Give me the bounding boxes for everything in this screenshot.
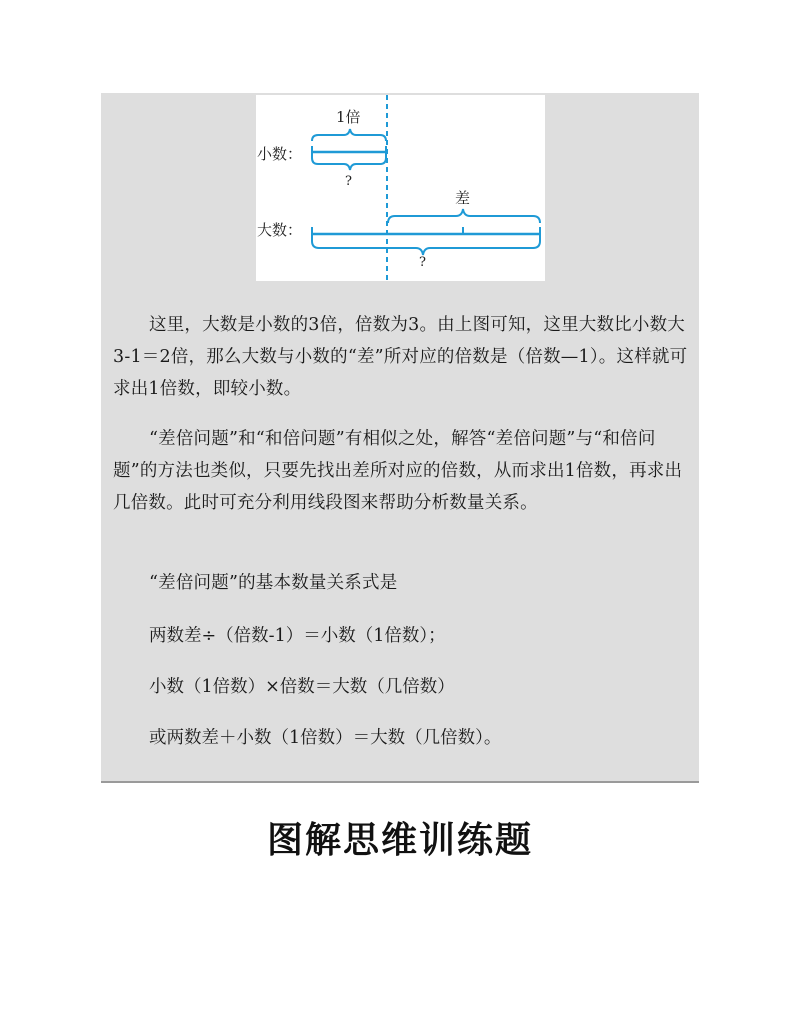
label-question-small: ? (345, 174, 352, 189)
brace-small-total (312, 158, 386, 170)
label-large: 大数： (257, 221, 303, 239)
paragraph-2: “差倍问题”和“和倍问题”有相似之处，解答“差倍问题”与“和倍问题”的方法也类似，只要先找出差所对应的倍数，从而求出1倍数，再求出几倍数。此时可充分利用线段图来帮助分析数量关系。 (113, 429, 683, 513)
line-segment-diagram (256, 95, 545, 281)
brace-one-times (312, 129, 386, 141)
explanation-panel (101, 93, 699, 783)
diagram-svg (256, 95, 545, 281)
brace-difference (388, 209, 540, 223)
paragraph-3: “差倍问题”的基本数量关系式是 (149, 573, 398, 593)
formula-1: 两数差÷（倍数-1）＝小数（1倍数）； (149, 626, 446, 646)
label-small: 小数： (257, 145, 303, 163)
formula-3: 或两数差＋小数（1倍数）＝大数（几倍数）。 (149, 728, 502, 748)
brace-large-total (312, 241, 540, 255)
label-one-times: 1倍 (336, 108, 361, 126)
label-question-large: ? (419, 255, 426, 270)
paragraph-1: 这里，大数是小数的3倍，倍数为3。由上图可知，这里大数比小数大3-1＝2倍，那么大数与小数的“差”所对应的倍数是（倍数—1）。这样就可求出1倍数，即较小数。 (113, 315, 688, 399)
label-difference: 差 (455, 189, 471, 207)
formula-2: 小数（1倍数）×倍数＝大数（几倍数） (149, 677, 455, 697)
section-title: 图解思维训练题 (266, 820, 533, 861)
